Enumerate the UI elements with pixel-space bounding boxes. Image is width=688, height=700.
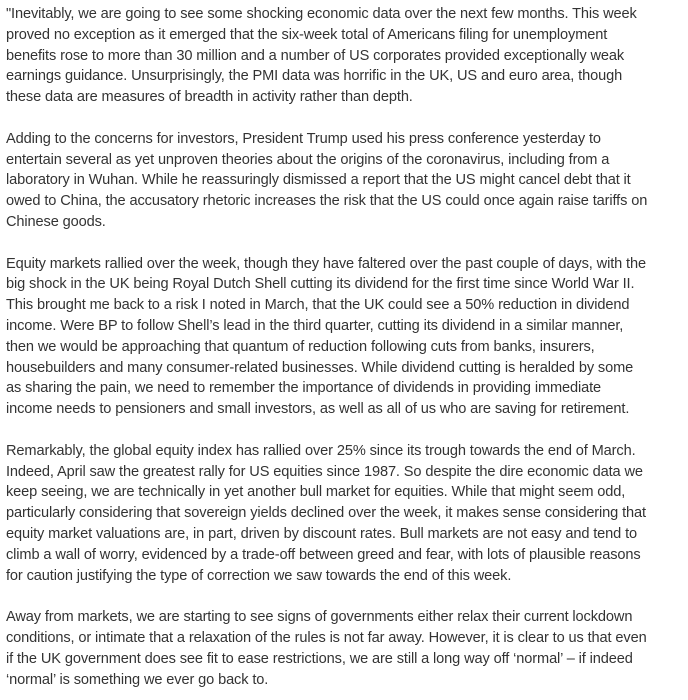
paragraph-4	[6, 441, 688, 587]
paragraph-1	[6, 4, 688, 108]
paragraph-2	[6, 129, 688, 233]
text-line: laboratory in Wuhan. While he reassuringly dismissed a report that the US might cancel debt that it	[6, 172, 631, 189]
text-line: equity market valuations are, in part, driven by discount rates. Bull markets are not easy and tend to	[6, 525, 638, 542]
text-line: Adding to the concerns for investors, President Trump used his press conference yesterday to	[6, 130, 601, 147]
text-line: as sharing the pain, we need to remember the importance of dividends in providing immediate	[6, 380, 602, 397]
text-line: keep seeing, we are technically in yet another bull market for equities. While that might seem odd,	[6, 484, 626, 501]
text-line: particularly considering that sovereign yields declined over the week, it makes sense considering that	[6, 505, 646, 522]
text-line: for caution justifying the type of correction we saw towards the end of this week.	[6, 567, 512, 584]
text-line: income. Were BP to follow Shell’s lead in the third quarter, cutting its dividend in a similar manner,	[6, 317, 624, 334]
text-line: Chinese goods.	[6, 213, 106, 230]
text-line: earnings guidance. Unsurprisingly, the PMI data was horrific in the UK, US and euro area, though	[6, 68, 623, 85]
text-line: ‘normal’ is something we ever go back to.	[6, 671, 269, 688]
text-line: Equity markets rallied over the week, though they have faltered over the past couple of days, with the	[6, 255, 646, 272]
text-line: Remarkably, the global equity index has rallied over 25% since its trough towards the end of March.	[6, 442, 636, 459]
text-line: housebuilders and many consumer-related businesses. While dividend cutting is heralded by some	[6, 359, 634, 376]
text-line: "Inevitably, we are going to see some shocking economic data over the next few months. This week	[6, 6, 637, 22]
text-line: owed to China, the accusatory rhetoric increases the risk that the US could once again raise tariffs on	[6, 193, 648, 210]
paragraph-3	[6, 254, 688, 420]
text-line: these data are measures of breadth in activity rather than depth.	[6, 89, 413, 106]
text-line: Indeed, April saw the greatest rally for US equities since 1987. So despite the dire economic data we	[6, 463, 643, 480]
text-line: Away from markets, we are starting to see signs of governments either relax their current lockdown	[6, 609, 633, 626]
text-line: benefits rose to more than 30 million and a number of US corporates provided exceptionally weak	[6, 47, 625, 64]
text-line: proved no exception as it emerged that the six-week total of Americans filing for unemployment	[6, 26, 608, 43]
text-line: climb a wall of worry, evidenced by a trade-off between greed and fear, with lots of plausible reasons	[6, 546, 641, 563]
text-line: then we would be approaching that quantum of reduction following cuts from banks, insurers,	[6, 338, 595, 355]
text-line: conditions, or intimate that a relaxation of the rules is not far away. However, it is clear to us that even	[6, 629, 647, 646]
text-line: entertain several as yet unproven theories about the origins of the coronavirus, including from a	[6, 151, 610, 168]
text-line: income needs to pensioners and small investors, as well as all of us who are saving for retirement.	[6, 401, 630, 418]
paragraph-5	[6, 607, 688, 690]
text-line: big shock in the UK being Royal Dutch Shell cutting its dividend for the first time since World War II.	[6, 276, 635, 293]
text-line: This brought me back to a risk I noted in March, that the UK could see a 50% reduction in dividend	[6, 297, 630, 314]
text-line: if the UK government does see fit to ease restrictions, we are still a long way off ‘normal’ – if indeed	[6, 650, 633, 667]
